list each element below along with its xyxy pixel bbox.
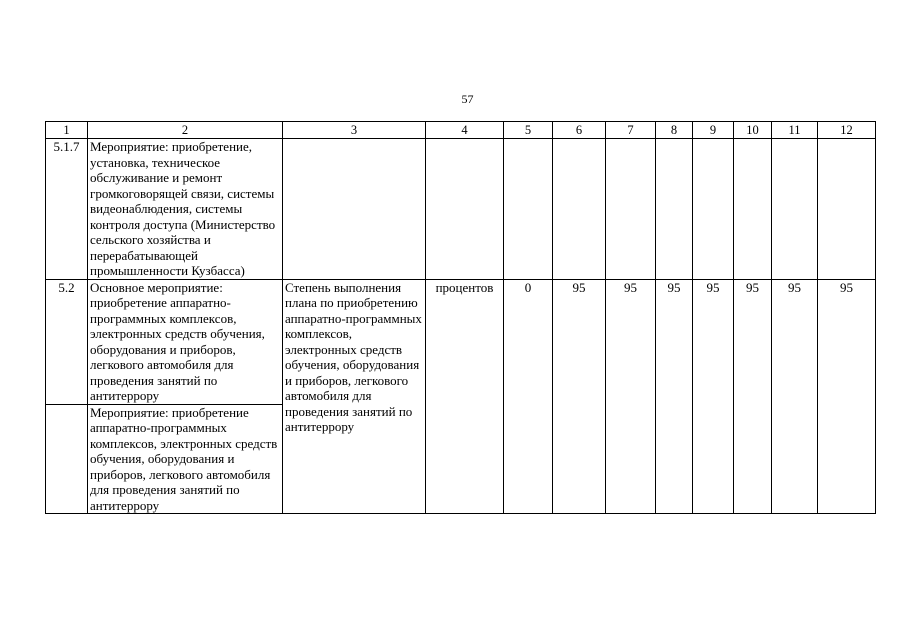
measure-name	[88, 279, 283, 404]
header-cell-9: 9	[693, 122, 734, 139]
empty-cell	[818, 139, 876, 280]
header-cell-3: 3	[283, 122, 426, 139]
value-cell-10: 95	[734, 279, 772, 514]
value-cell-6: 95	[553, 279, 606, 514]
value-cell-7: 95	[606, 279, 656, 514]
header-cell-8: 8	[656, 122, 693, 139]
measure-name-text: Мероприятие: приобретение аппаратно-программных комплексов, электронных средств обучения, оборудования и приборов, легкового автомобиля для проведения занятий по антитеррору	[90, 404, 278, 513]
empty-cell	[772, 139, 818, 280]
table-header-row	[46, 122, 876, 139]
header-cell-7: 7	[606, 122, 656, 139]
indicator-table	[45, 121, 876, 514]
header-cell-1: 1	[46, 122, 88, 139]
empty-cell	[553, 139, 606, 280]
row-number: 5.2	[46, 279, 88, 404]
header-cell-10: 10	[734, 122, 772, 139]
unit-cell: процентов	[426, 279, 504, 514]
header-cell-2: 2	[88, 122, 283, 139]
empty-cell	[734, 139, 772, 280]
value-cell-9: 95	[693, 279, 734, 514]
header-cell-11: 11	[772, 122, 818, 139]
value-cell-12: 95	[818, 279, 876, 514]
measure-name-text: Основное мероприятие: приобретение аппаратно-программных комплексов, электронных средств обучения, оборудования и приборов, легкового автомобиля для проведения занятий по антитеррору	[90, 279, 265, 403]
value-cell-8: 95	[656, 279, 693, 514]
header-cell-4: 4	[426, 122, 504, 139]
measure-name	[88, 139, 283, 280]
value-cell-11: 95	[772, 279, 818, 514]
row-number	[46, 404, 88, 514]
indicator-name	[283, 279, 426, 514]
header-cell-6: 6	[553, 122, 606, 139]
indicator-name-text: Степень выполнения плана по приобретению аппаратно-программных комплексов, электронных средств обучения, оборудования и приборов, легкового автомобиля для проведения занятий по антитеррору	[285, 279, 422, 434]
table-row-5-1-7	[46, 139, 876, 280]
value-cell-5: 0	[504, 279, 553, 514]
table-row-5-2	[46, 279, 876, 404]
measure-name-text: Мероприятие: приобретение, установка, техническое обслуживание и ремонт громкоговорящей связи, системы видеонаблюдения, системы контроля доступа (Министерство сельского хозяйства и перерабатывающей промышленности Кузбасса)	[90, 139, 276, 278]
empty-cell	[606, 139, 656, 280]
row-number: 5.1.7	[46, 139, 88, 280]
header-cell-12: 12	[818, 122, 876, 139]
empty-cell	[283, 139, 426, 280]
header-cell-5: 5	[504, 122, 553, 139]
empty-cell	[656, 139, 693, 280]
measure-name	[88, 404, 283, 514]
empty-cell	[693, 139, 734, 280]
empty-cell	[504, 139, 553, 280]
empty-cell	[426, 139, 504, 280]
page-number: 57	[461, 92, 474, 106]
